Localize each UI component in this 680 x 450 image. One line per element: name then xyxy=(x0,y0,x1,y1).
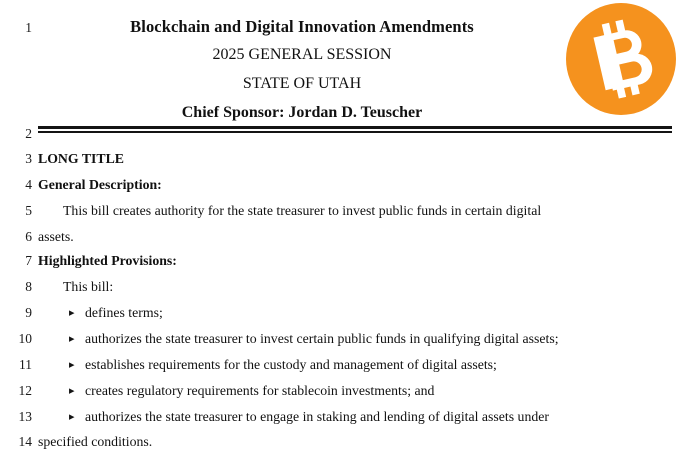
line-number: 6 xyxy=(25,229,32,244)
line-number: 8 xyxy=(25,279,32,294)
line-number: 9 xyxy=(25,305,32,320)
general-description-heading: General Description: xyxy=(38,177,162,192)
bullet-icon: ▸ xyxy=(69,411,75,423)
provision-item: creates regulatory requirements for stablecoin investments; and xyxy=(85,383,435,398)
provision-item: establishes requirements for the custody and management of digital assets; xyxy=(85,357,497,372)
session-label: 2025 GENERAL SESSION xyxy=(212,46,392,63)
provision-item: defines terms; xyxy=(85,305,163,320)
chief-sponsor-label: Chief Sponsor: Jordan D. Teuscher xyxy=(181,104,423,121)
line-number: 3 xyxy=(25,151,32,166)
line-number: 14 xyxy=(18,434,32,449)
provision-item: authorizes the state treasurer to invest certain public funds in qualifying digital assets; xyxy=(85,331,559,346)
state-label: STATE OF UTAH xyxy=(242,75,362,92)
line-number: 13 xyxy=(18,409,32,424)
this-bill-lead-in: This bill: xyxy=(63,279,114,294)
line-number: 1 xyxy=(25,20,32,35)
line-number: 7 xyxy=(25,253,32,268)
line-number: 11 xyxy=(19,357,32,372)
general-description-text-line2: assets. xyxy=(38,229,74,244)
provision-item: authorizes the state treasurer to engage in staking and lending of digital assets under xyxy=(85,409,549,424)
bullet-icon: ▸ xyxy=(69,307,75,319)
line-number: 4 xyxy=(25,177,32,192)
line-number: 10 xyxy=(18,331,32,346)
bitcoin-logo xyxy=(566,3,676,115)
line-number: 5 xyxy=(25,203,32,218)
long-title-heading: LONG TITLE xyxy=(38,151,125,166)
bullet-icon: ▸ xyxy=(69,385,75,397)
line-number-gutter xyxy=(0,0,32,450)
highlighted-provisions-heading: Highlighted Provisions: xyxy=(38,253,177,268)
divider-thin-rule xyxy=(38,131,672,133)
line-number: 12 xyxy=(18,383,32,398)
bullet-icon: ▸ xyxy=(69,333,75,345)
bullet-icon: ▸ xyxy=(69,359,75,371)
provision-item-continuation: specified conditions. xyxy=(38,434,153,449)
bill-title: Blockchain and Digital Innovation Amendments xyxy=(130,17,474,36)
header-divider xyxy=(38,126,672,133)
divider-thick-rule xyxy=(38,126,672,129)
line-number: 2 xyxy=(25,126,32,141)
general-description-text-line1: This bill creates authority for the state treasurer to invest public funds in certain digital xyxy=(63,203,542,218)
